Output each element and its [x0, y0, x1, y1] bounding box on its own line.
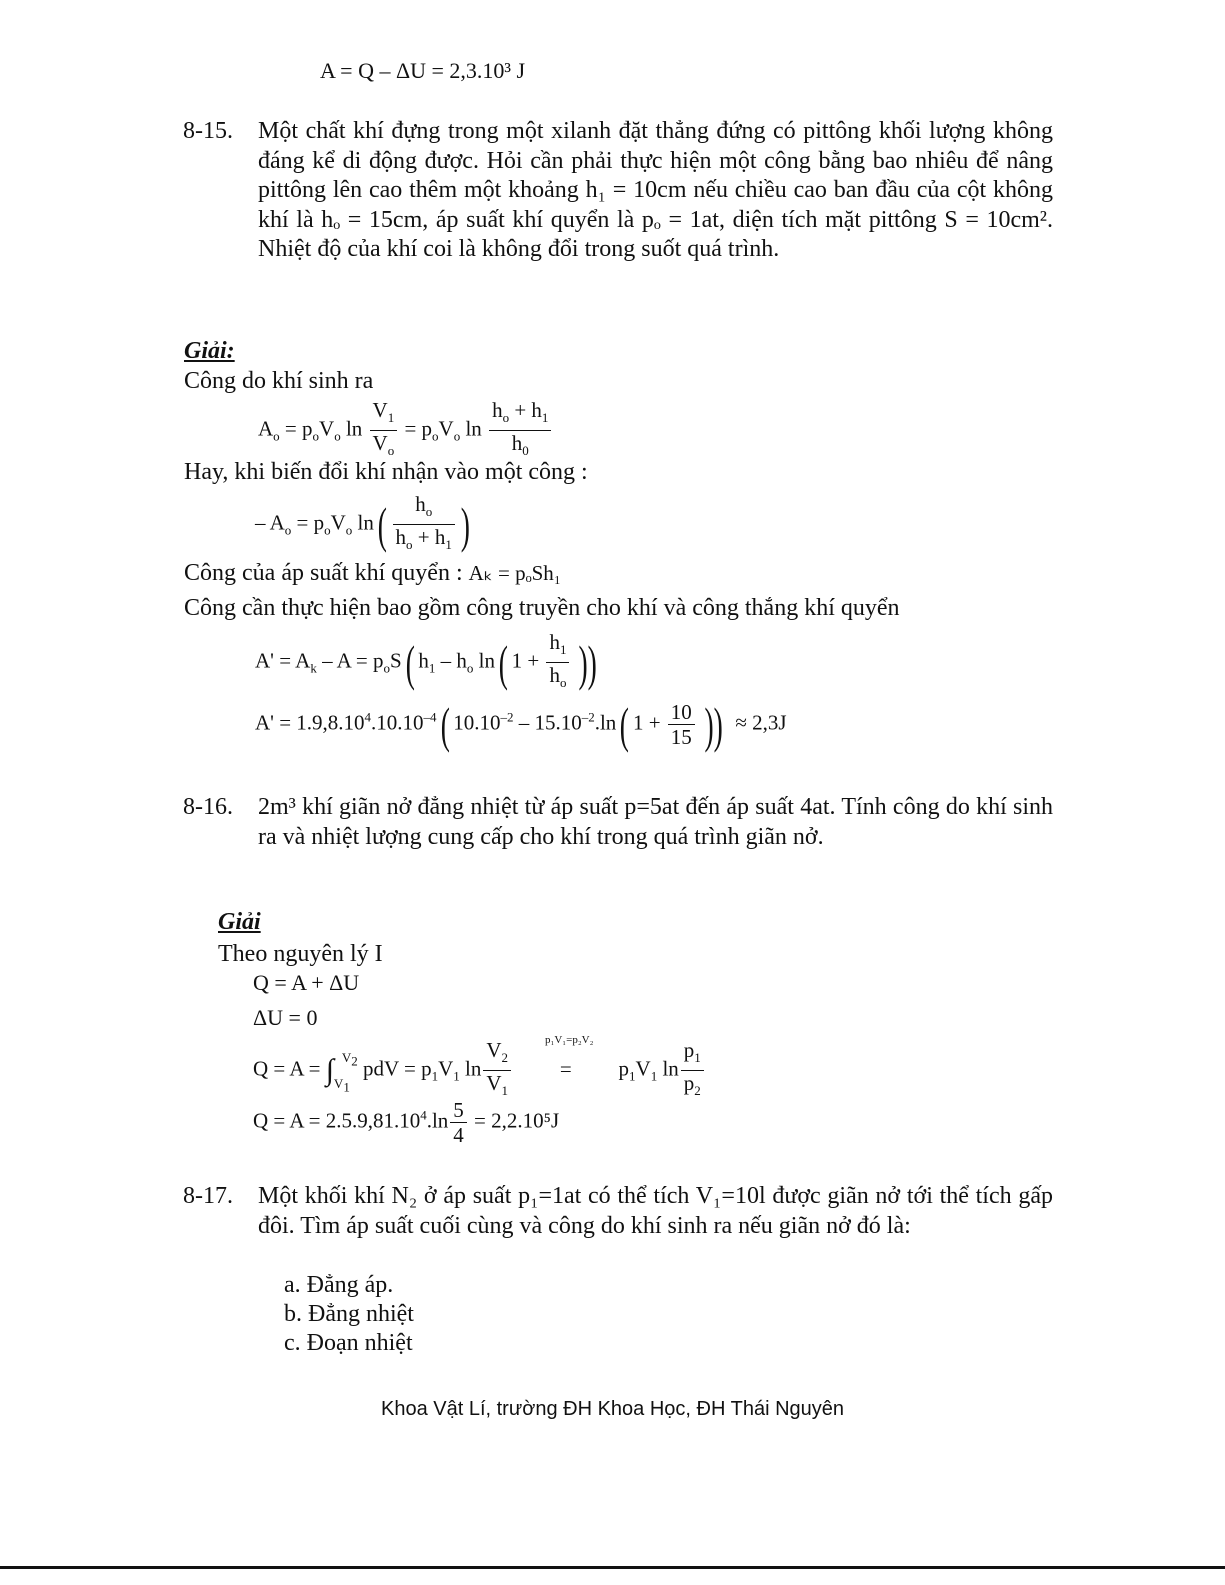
problem-text-8-17: Một khối khí N₂ ở áp suất p₁=1at có thể tích V₁=10l được giãn nở tới thể tích gấp đôi. Tìm áp suất cuối cùng và công do khí sinh ra nếu giãn nở đó là:: [258, 1183, 1053, 1239]
list-item-b: b. Đẳng nhiệt: [284, 1301, 414, 1327]
formula-numeric-8-16: $Q = A = 2.5.9,81.10^4.\ln$ $\frac{5}{4}$ = 2,2.10⁵J: [253, 1098, 560, 1147]
page-bottom-border: [0, 1566, 1225, 1569]
solution-line-work-gas: Công do khí sinh ra: [184, 368, 374, 394]
solution-line-total-work: Công cần thực hiện bao gồm công truyền cho khí và công thắng khí quyển: [184, 595, 900, 621]
solution-line-received-work: Hay, khi biến đổi khí nhận vào một công :: [184, 459, 588, 485]
problem-number-8-16: 8-16.: [183, 794, 233, 820]
formula-first-law: Q = A + ΔU: [253, 970, 360, 995]
footer-text: Khoa Vật Lí, trường ĐH Khoa Học, ĐH Thái Nguyên: [380, 1398, 845, 1420]
solution-line-first-law: Theo nguyên lý I: [218, 941, 383, 967]
atm-work-formula: Aₖ = pₒSh₁: [468, 561, 562, 585]
problem-text-8-16: 2m³ khí giãn nở đẳng nhiệt từ áp suất p=5at đến áp suất 4at. Tính công do khí sinh ra và nhiệt lượng cung cấp cho khí trong quá trình giãn nở.: [258, 794, 1053, 850]
formula-A0: $A_o = p_oV_o$ ln $\frac{V_1}{V_o}$ = $p_oV_o$ ln $\frac{h_o + h_1}{h_0}$: [258, 398, 553, 463]
list-item-a: a. Đẳng áp.: [284, 1272, 394, 1298]
list-item-c: c. Đoạn nhiệt: [284, 1330, 413, 1356]
problem-number-8-17: 8-17.: [183, 1183, 233, 1209]
problem-text-8-15: Một chất khí đựng trong một xilanh đặt thẳng đứng có pittông khối lượng không đáng kể di động được. Hỏi cần phải thực hiện một công bằng bao nhiêu để nâng pittông lên cao thêm một khoảng h₁ = 10cm nếu chiều cao ban đầu của cột không khí là hₒ = 15cm, áp suất khí quyển là pₒ = 1at, diện tích mặt pittông S = 10cm². Nhiệt độ của khí coi là không đổi trong suốt quá trình.: [258, 118, 1053, 262]
solution-heading-8-16: Giải: [218, 909, 261, 935]
result-8-16: = 2,2.10⁵J: [474, 1108, 560, 1133]
condition-label: p₁V₁=p₂V₂: [545, 1034, 594, 1046]
formula-integral: $Q = A = \int_{V_1}^{V_2}$ pdV = $p_1V_1$ ln $\frac{V_2}{V_1}$ = $p_1V_1$ ln $\frac{p_1}{p_2}$: [253, 1038, 706, 1103]
problem-number-8-15: 8-15.: [183, 118, 233, 144]
formula-A-prime: $A' = A_k - A = p_oS$( $h_1 - h_o$ ln( 1 + $\frac{h_1}{h_o}$ )): [255, 630, 605, 695]
solution-heading-8-15: Giải:: [184, 338, 235, 364]
atm-work-label: Công của áp suất khí quyển :: [184, 560, 463, 586]
top-formula: A = Q – ΔU = 2,3.10³ J: [320, 58, 526, 83]
solution-line-atm-work: [184, 559, 561, 588]
formula-delta-u: ΔU = 0: [253, 1005, 318, 1030]
formula-minus-A0: – $A_o = p_oV_o$ ln( $\frac{h_o}{h_o + h_1}$ ): [255, 492, 474, 557]
formula-A-prime-numeric: $A' = 1.9,8.10^4.10.10^{-4}$( $10.10^{-2} - 15.10^{-2}.\ln$( 1 + $\frac{10}{15}$ )) ≈ 2,3J: [255, 696, 787, 753]
result-8-15: ≈ 2,3J: [735, 710, 787, 735]
